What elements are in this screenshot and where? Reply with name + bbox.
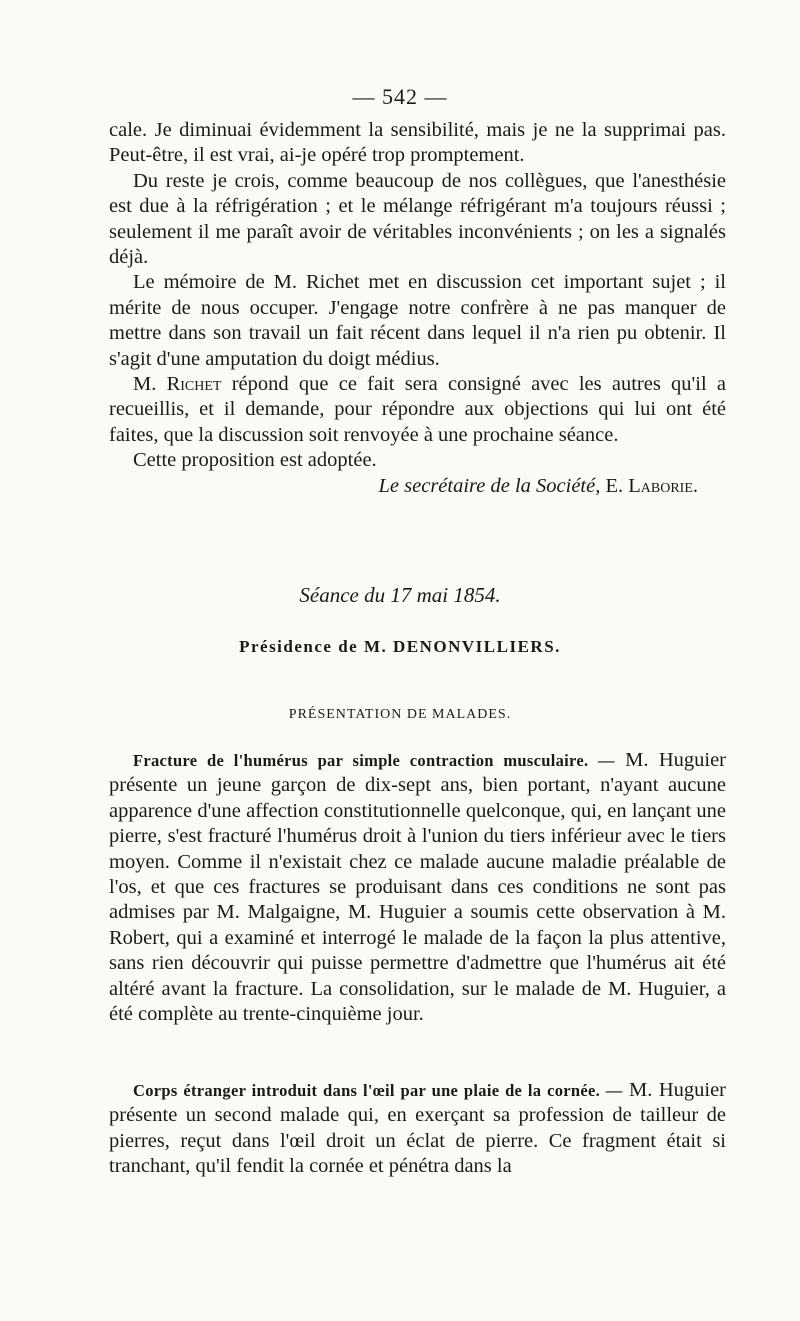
paragraph: cale. Je diminuai évidemment la sensibilité, mais je ne la supprimai pas. Peut-être, il est vrai, ai-je opéré trop promptement. (109, 119, 726, 167)
case-heading: Fracture de l'humérus par simple contraction musculaire. — (133, 751, 615, 770)
signature-name: E. Laborie. (605, 474, 698, 497)
speaker-name: M. Richet (133, 373, 222, 396)
presidency-line: Présidence de M. DENONVILLIERS. (239, 637, 561, 656)
session-title: Séance du 17 mai 1854. (299, 583, 501, 607)
case-paragraph (109, 748, 726, 1027)
paragraph: Le mémoire de M. Richet met en discussion cet important sujet ; il mérite de nous occuper. J'engage notre confrère à ne pas manquer de mettre dans son travail un fait récent dans lequel il n'a rien pu obtenir. Il s'agit d'une amputation du doigt médius. (109, 271, 726, 370)
case-paragraph (109, 1078, 726, 1180)
case-heading: Corps étranger introduit dans l'œil par une plaie de la cornée. — (133, 1081, 623, 1100)
paragraph-text: répond que ce fait sera consigné avec les autres qu'il a recueillis, et il demande, pour répondre aux objections qui lui ont été faites, que la discussion soit renvoyée à une prochaine séance. (109, 373, 726, 446)
section-heading: PRÉSENTATION DE MALADES. (288, 707, 512, 722)
paragraph: Cette proposition est adoptée. (133, 449, 377, 472)
signature (109, 474, 726, 499)
paragraph (109, 372, 726, 448)
case-foreign-body (109, 1078, 726, 1180)
case-text: M. Huguier présente un jeune garçon de dix-sept ans, bien portant, n'ayant aucune apparence d'une affection constitutionnelle quelconque, qui, en lançant une pierre, s'est fracturé l'humérus droit à l'union du tiers inférieur avec le tiers moyen. Comme il n'existait chez ce malade aucune maladie préalable de l'os, et que ces fractures se produisant dans ces conditions ne sont pas admises par M. Malgaigne, M. Huguier a soumis cette observation à M. Robert, qui a examiné et interrogé le malade de la façon la plus attentive, sans rien découvrir qui puisse permettre d'admettre que l'humérus ait été altéré avant la fracture. La consolidation, sur le malade de M. Huguier, a été complète au trente-cinquième jour. (109, 749, 727, 1026)
paragraph: Du reste je crois, comme beaucoup de nos collègues, que l'anesthésie est due à la réfrigération ; et le mélange réfrigérant m'a toujours réussi ; seulement il me paraît avoir de véritables inconvénients ; on les a signalés déjà. (109, 169, 726, 269)
case-text: M. Huguier présente un second malade qui, en exerçant sa profession de tailleur de pierres, reçut dans l'œil droit un éclat de pierre. Ce fragment était si tranchant, qu'il fendit la cornée et pénétra dans la (109, 1079, 727, 1178)
signature-role: Le secrétaire de la Société, (378, 474, 601, 497)
case-fracture (109, 748, 726, 1027)
page-number: — 542 — (352, 84, 448, 109)
discussion-continuation (109, 118, 726, 499)
